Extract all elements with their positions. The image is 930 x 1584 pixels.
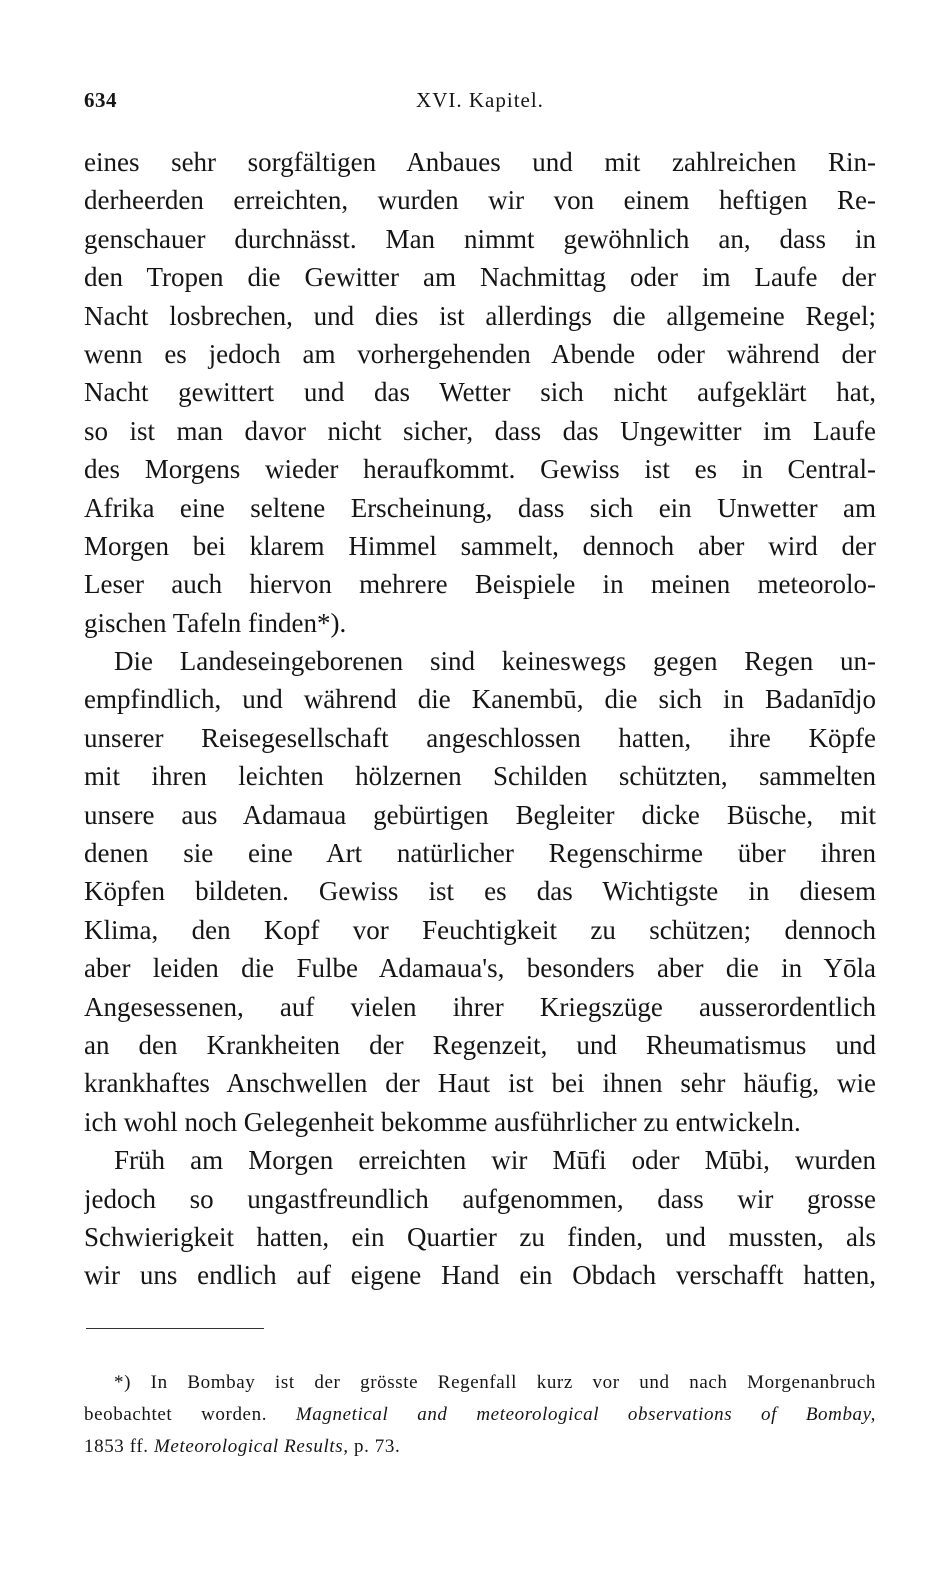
- text-line: Die Landeseingeborenen sind keineswegs gegen Regen un-: [114, 646, 876, 677]
- text-line: wenn es jedoch am vorhergehenden Abende oder während der: [84, 338, 876, 369]
- text-line: Angesessenen, auf vielen ihrer Kriegszüge ausserordentlich: [84, 991, 876, 1022]
- text-line: gischen Tafeln finden*).: [84, 607, 347, 638]
- text-line: Früh am Morgen erreichten wir Mūfi oder Mūbi, wurden: [114, 1145, 876, 1176]
- text-line: mit ihren leichten hölzernen Schilden schützten, sammelten: [84, 761, 876, 792]
- text-line: Schwierigkeit hatten, ein Quartier zu finden, und mussten, als: [84, 1221, 876, 1252]
- footnote: [84, 1367, 876, 1463]
- text-line: Klima, den Kopf vor Feuchtigkeit zu schützen; dennoch: [84, 914, 876, 945]
- text-line: unserer Reisegesellschaft angeschlossen hatten, ihre Köpfe: [84, 722, 876, 753]
- text-line: Morgen bei klarem Himmel sammelt, dennoch aber wird der: [84, 530, 876, 561]
- footnote-line: [84, 1399, 876, 1431]
- text-line: so ist man davor nicht sicher, dass das Ungewitter im Laufe: [84, 415, 876, 446]
- text-line: unsere aus Adamaua gebürtigen Begleiter dicke Büsche, mit: [84, 799, 876, 830]
- text-line: Nacht gewittert und das Wetter sich nicht aufgeklärt hat,: [84, 377, 876, 408]
- text-line: empfindlich, und während die Kanembū, die sich in Badanīdjo: [84, 684, 876, 715]
- text-line: des Morgens wieder heraufkommt. Gewiss ist es in Central-: [84, 454, 876, 485]
- text-line: derheerden erreichten, wurden wir von einem heftigen Re-: [84, 185, 876, 216]
- body-text: [84, 143, 876, 1295]
- text-line: an den Krankheiten der Regenzeit, und Rheumatismus und: [84, 1029, 876, 1060]
- text-line: Leser auch hiervon mehrere Beispiele in meinen meteorolo-: [84, 569, 876, 600]
- text-line: jedoch so ungastfreundlich aufgenommen, dass wir grosse: [84, 1183, 876, 1214]
- page-header: [84, 88, 876, 120]
- text-line: genschauer durchnässt. Man nimmt gewöhnlich an, dass in: [84, 223, 876, 254]
- footnote-divider: [86, 1328, 264, 1329]
- footnote-page-ref: p. 73.: [353, 1436, 401, 1457]
- text-line: Afrika eine seltene Erscheinung, dass sich ein Unwetter am: [84, 492, 876, 523]
- text-line: wir uns endlich auf eigene Hand ein Obdach verschafft hatten,: [84, 1260, 876, 1291]
- footnote-text: 1853 ff.: [84, 1436, 149, 1457]
- footnote-text: beobachtet worden.: [84, 1404, 268, 1425]
- footnote-line: *) In Bombay ist der grösste Regenfall kurz vor und nach Morgenanbruch: [114, 1372, 876, 1393]
- text-line: den Tropen die Gewitter am Nachmittag oder im Laufe der: [84, 262, 876, 293]
- page-number: 634: [84, 88, 117, 112]
- text-line: ich wohl noch Gelegenheit bekomme ausführlicher zu entwickeln.: [84, 1106, 801, 1137]
- footnote-citation: Magnetical and meteorological observations of Bombay,: [295, 1404, 876, 1425]
- footnote-citation: Meteorological Results,: [153, 1436, 349, 1457]
- paragraph-2: [84, 642, 876, 1141]
- text-line: eines sehr sorgfältigen Anbaues und mit zahlreichen Rin-: [84, 147, 876, 177]
- paragraph-3: [84, 1141, 876, 1295]
- running-head: XVI. Kapitel.: [416, 88, 544, 112]
- footnote-line: [84, 1431, 876, 1463]
- text-line: krankhaftes Anschwellen der Haut ist bei ihnen sehr häufig, wie: [84, 1068, 876, 1099]
- text-line: Nacht losbrechen, und dies ist allerdings die allgemeine Regel;: [84, 300, 876, 331]
- text-line: Köpfen bildeten. Gewiss ist es das Wichtigste in diesem: [84, 876, 876, 907]
- text-line: aber leiden die Fulbe Adamaua's, besonders aber die in Yōla: [84, 953, 876, 984]
- paragraph-1: [84, 143, 876, 642]
- text-line: denen sie eine Art natürlicher Regenschirme über ihren: [84, 838, 876, 869]
